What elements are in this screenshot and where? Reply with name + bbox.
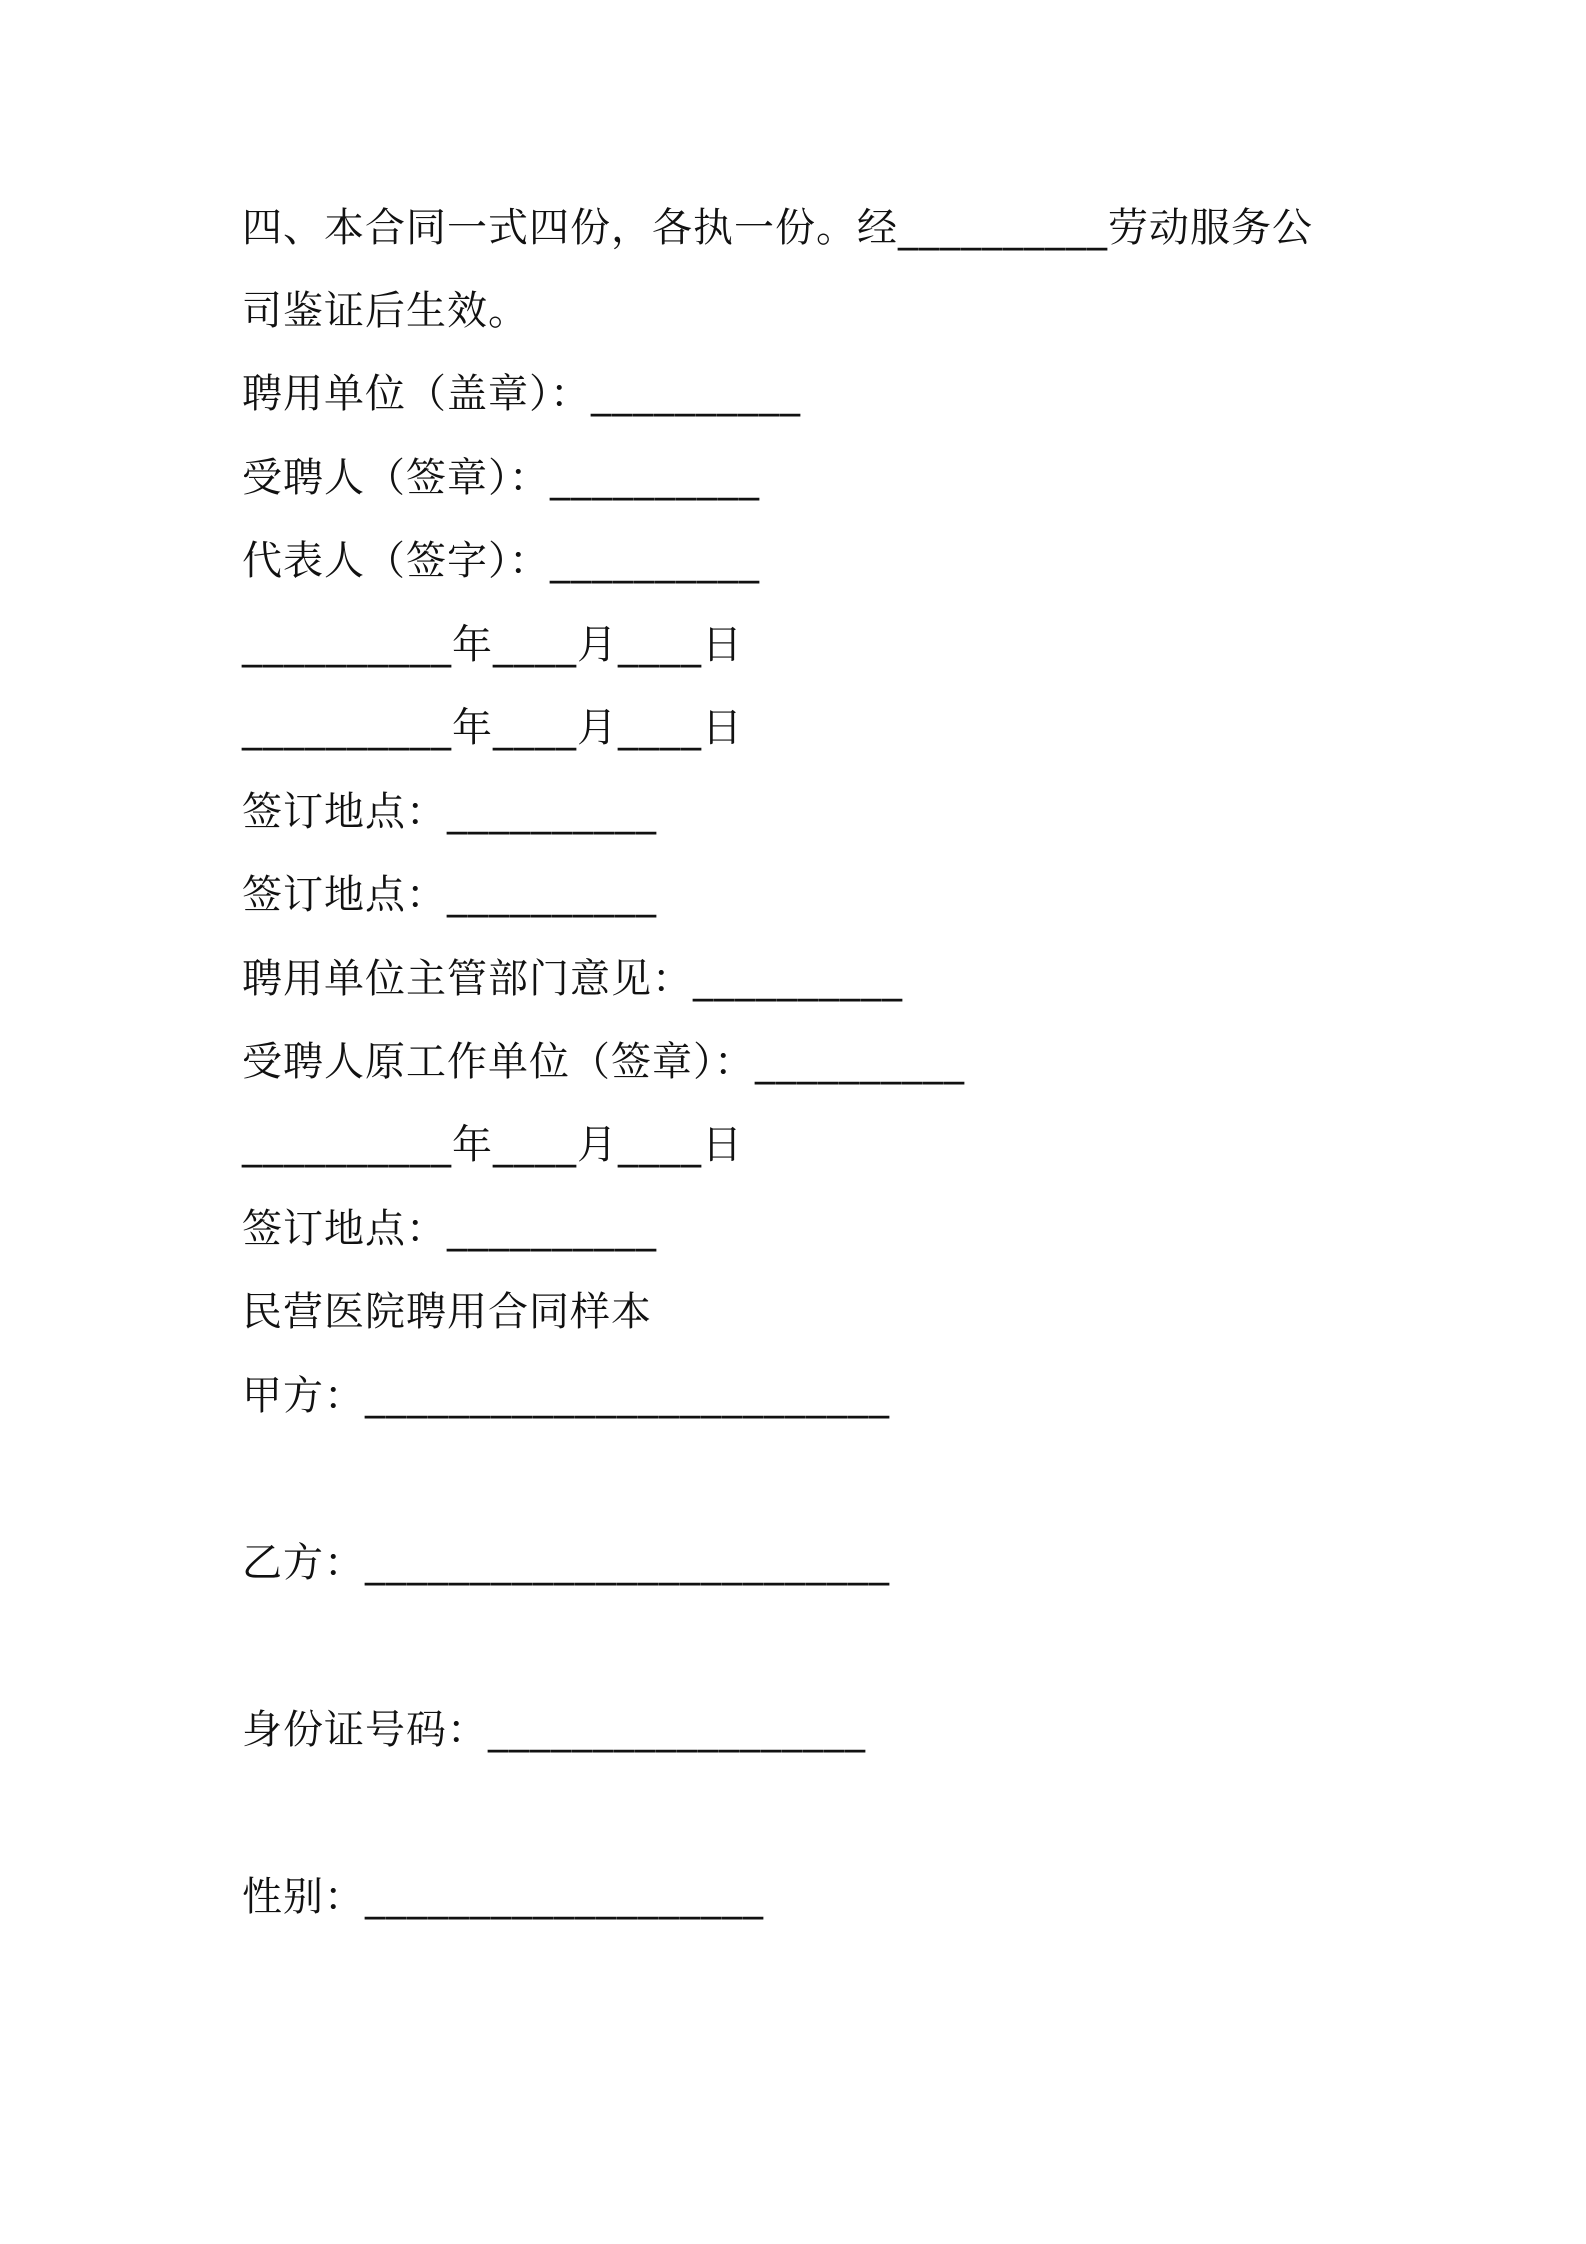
employer-seal-line: 聘用单位（盖章）：__________ xyxy=(242,371,801,417)
signing-place-line-1: 签订地点：__________ xyxy=(242,789,657,835)
signing-place-line-3: 签订地点：__________ xyxy=(242,1206,657,1252)
clause-four-line-2: 司鉴证后生效。 xyxy=(242,288,529,334)
clause-four-line-1: 四、本合同一式四份，各执一份。经__________劳动服务公 xyxy=(242,205,1313,251)
employee-seal-line: 受聘人（签章）：__________ xyxy=(242,455,760,501)
party-a-line: 甲方：_________________________ xyxy=(242,1373,890,1419)
former-employer-seal-line: 受聘人原工作单位（签章）：__________ xyxy=(242,1039,965,1085)
date-line-2: __________年____月____日 xyxy=(242,705,743,751)
signing-place-line-2: 签订地点：__________ xyxy=(242,872,657,918)
gender-line: 性别：___________________ xyxy=(242,1874,764,1920)
date-line-3: __________年____月____日 xyxy=(242,1122,743,1168)
id-number-line: 身份证号码：__________________ xyxy=(242,1707,866,1753)
representative-signature-line: 代表人（签字）：__________ xyxy=(242,538,760,584)
date-line-1: __________年____月____日 xyxy=(242,622,743,668)
supervisor-opinion-line: 聘用单位主管部门意见：__________ xyxy=(242,956,903,1002)
contract-title: 民营医院聘用合同样本 xyxy=(242,1289,652,1335)
party-b-line: 乙方：_________________________ xyxy=(242,1540,890,1586)
